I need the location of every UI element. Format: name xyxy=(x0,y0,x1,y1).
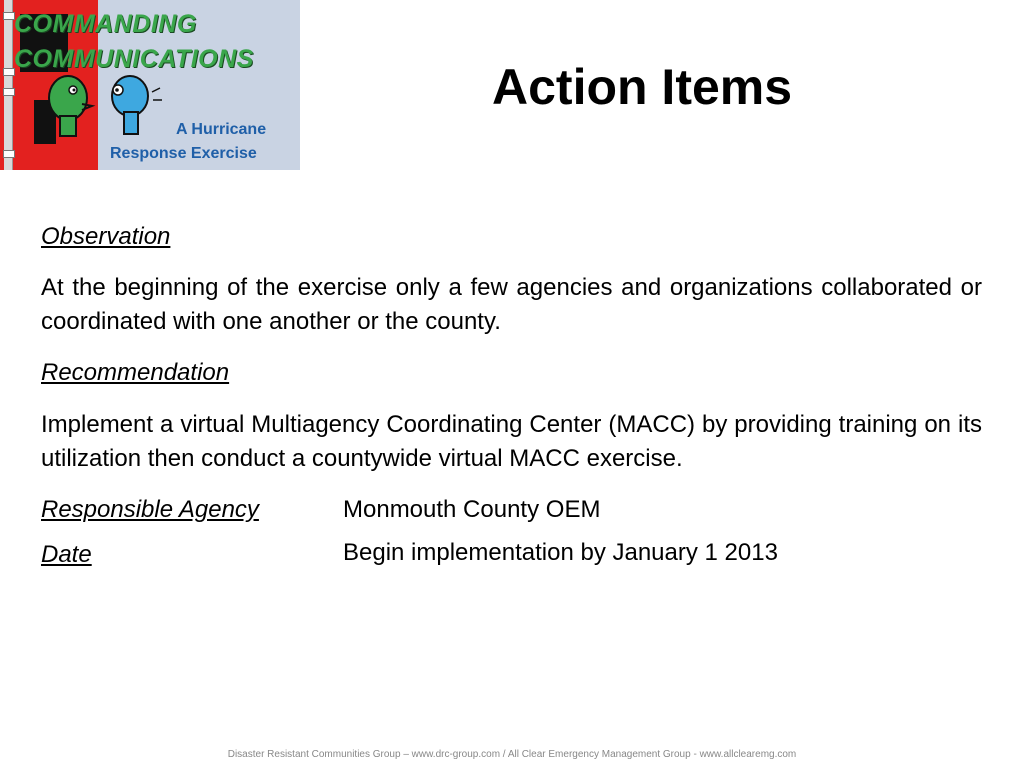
observation-text: At the beginning of the exercise only a few agencies and organizations collaborated or coordinated with one another or the county. xyxy=(41,274,982,335)
commanding-communications-logo xyxy=(0,0,300,170)
slide-title: Action Items xyxy=(492,59,793,115)
logo-subtitle-line-1: A Hurricane xyxy=(176,121,267,138)
logo-strip-tab xyxy=(3,150,15,158)
blue-head-icon xyxy=(112,76,162,134)
footer-credits: Disaster Resistant Communities Group – www.drc-group.com / All Clear Emergency Management Group - www.allclearemg.com xyxy=(227,749,797,760)
logo-title-line-2: COMMUNICATIONS xyxy=(14,45,254,73)
logo-title-line-1: COMMANDING xyxy=(14,10,197,38)
talking-heads-icon xyxy=(40,70,170,150)
logo-subtitle-line-2: Response Exercise xyxy=(110,145,257,162)
observation-heading: Observation xyxy=(41,223,171,250)
logo-film-strip xyxy=(4,0,13,170)
date-label: Date xyxy=(41,541,92,568)
recommendation-heading: Recommendation xyxy=(41,359,230,386)
responsible-agency-value: Monmouth County OEM xyxy=(343,496,601,523)
logo-strip-tab xyxy=(3,88,15,96)
date-value: Begin implementation by January 1 2013 xyxy=(343,539,778,566)
green-head-icon xyxy=(49,76,92,136)
recommendation-text: Implement a virtual Multiagency Coordinating Center (MACC) by providing training on its utilization then conduct a countywide virtual MACC exercise. xyxy=(41,411,982,472)
responsible-agency-label: Responsible Agency xyxy=(41,496,259,523)
